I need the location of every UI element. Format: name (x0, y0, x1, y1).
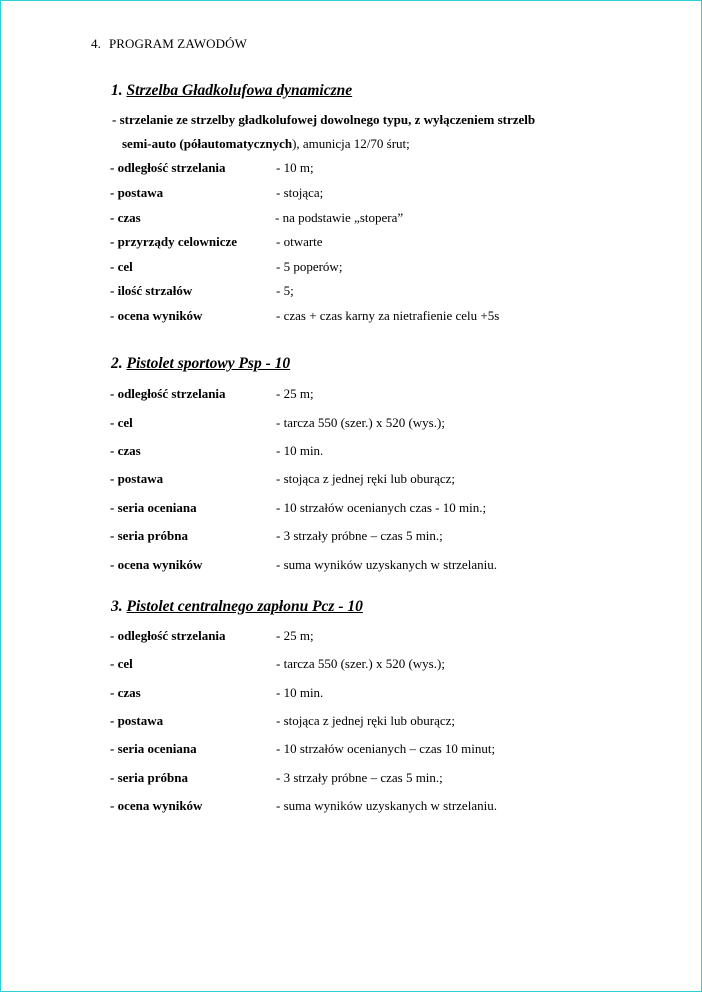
row-label: - ocena wyników (110, 557, 203, 572)
section-1-title (111, 82, 352, 100)
row-label: - czas (110, 443, 141, 458)
section-1-intro-line-1: - strzelanie ze strzelby gładkolufowej dowolnego typu, z wyłączeniem strzelb (112, 112, 536, 127)
section-1-intro-bold: semi-auto (półautomatycznych (122, 136, 293, 151)
row-label: - postawa (110, 713, 164, 728)
row-value: - 10 strzałów ocenianych – czas 10 minut; (276, 741, 496, 756)
row-value: - otwarte (276, 234, 323, 249)
row-value: - na podstawie „stopera” (275, 210, 404, 225)
section-3-title (111, 598, 363, 616)
row-value: - 25 m; (276, 386, 314, 401)
row-value: - 5; (276, 283, 294, 298)
section-1-intro-rest: ), amunicja 12/70 śrut; (292, 136, 410, 151)
row-label: - odległość strzelania (110, 628, 226, 643)
row-label: - czas (110, 685, 141, 700)
section-2-title (111, 355, 290, 373)
row-value: - tarcza 550 (szer.) x 520 (wys.); (276, 656, 445, 671)
section-3-title-text: Pistolet centralnego zapłonu Pcz - 10 (126, 598, 363, 615)
row-value: - suma wyników uzyskanych w strzelaniu. (276, 798, 497, 813)
row-value: - 5 poperów; (276, 259, 343, 274)
section-1-intro-line-2 (122, 136, 410, 152)
row-value: - stojąca; (276, 185, 324, 200)
section-1-number: 1. (111, 82, 123, 99)
row-value: - tarcza 550 (szer.) x 520 (wys.); (276, 415, 445, 430)
row-label: - postawa (110, 471, 164, 486)
row-label: - cel (110, 656, 133, 671)
row-label: - cel (110, 415, 133, 430)
row-label: - seria oceniana (110, 500, 197, 515)
row-value: - 10 min. (276, 443, 324, 458)
row-value: - stojąca z jednej ręki lub oburącz; (276, 471, 456, 486)
row-value: - 25 m; (276, 628, 314, 643)
row-label: - cel (110, 259, 133, 274)
section-2-title-text: Pistolet sportowy Psp - 10 (126, 355, 291, 372)
row-label: - odległość strzelania (110, 160, 226, 175)
row-value: - czas + czas karny za nietrafienie celu +5s (276, 308, 500, 323)
row-value: - 10 m; (276, 160, 314, 175)
row-label: - seria próbna (110, 770, 188, 785)
row-value: - 10 min. (276, 685, 324, 700)
section-2-number: 2. (111, 355, 123, 372)
row-label: - ocena wyników (110, 798, 203, 813)
row-label: - ilość strzałów (110, 283, 193, 298)
row-value: - 3 strzały próbne – czas 5 min.; (276, 528, 443, 543)
section-3-number: 3. (111, 598, 123, 615)
row-label: - przyrządy celownicze (110, 234, 238, 249)
row-value: - 3 strzały próbne – czas 5 min.; (276, 770, 443, 785)
row-value: - stojąca z jednej ręki lub oburącz; (276, 713, 456, 728)
heading-number: 4. (91, 36, 101, 51)
row-label: - postawa (110, 185, 164, 200)
document-heading (91, 36, 247, 52)
row-value: - 10 strzałów ocenianych czas - 10 min.; (276, 500, 487, 515)
row-label: - odległość strzelania (110, 386, 226, 401)
row-label: - seria próbna (110, 528, 188, 543)
section-1-title-text: Strzelba Gładkolufowa dynamiczne (126, 82, 353, 99)
heading-text: PROGRAM ZAWODÓW (108, 36, 247, 51)
row-label: - czas (110, 210, 141, 225)
row-label: - ocena wyników (110, 308, 203, 323)
row-label: - seria oceniana (110, 741, 197, 756)
row-value: - suma wyników uzyskanych w strzelaniu. (276, 557, 497, 572)
